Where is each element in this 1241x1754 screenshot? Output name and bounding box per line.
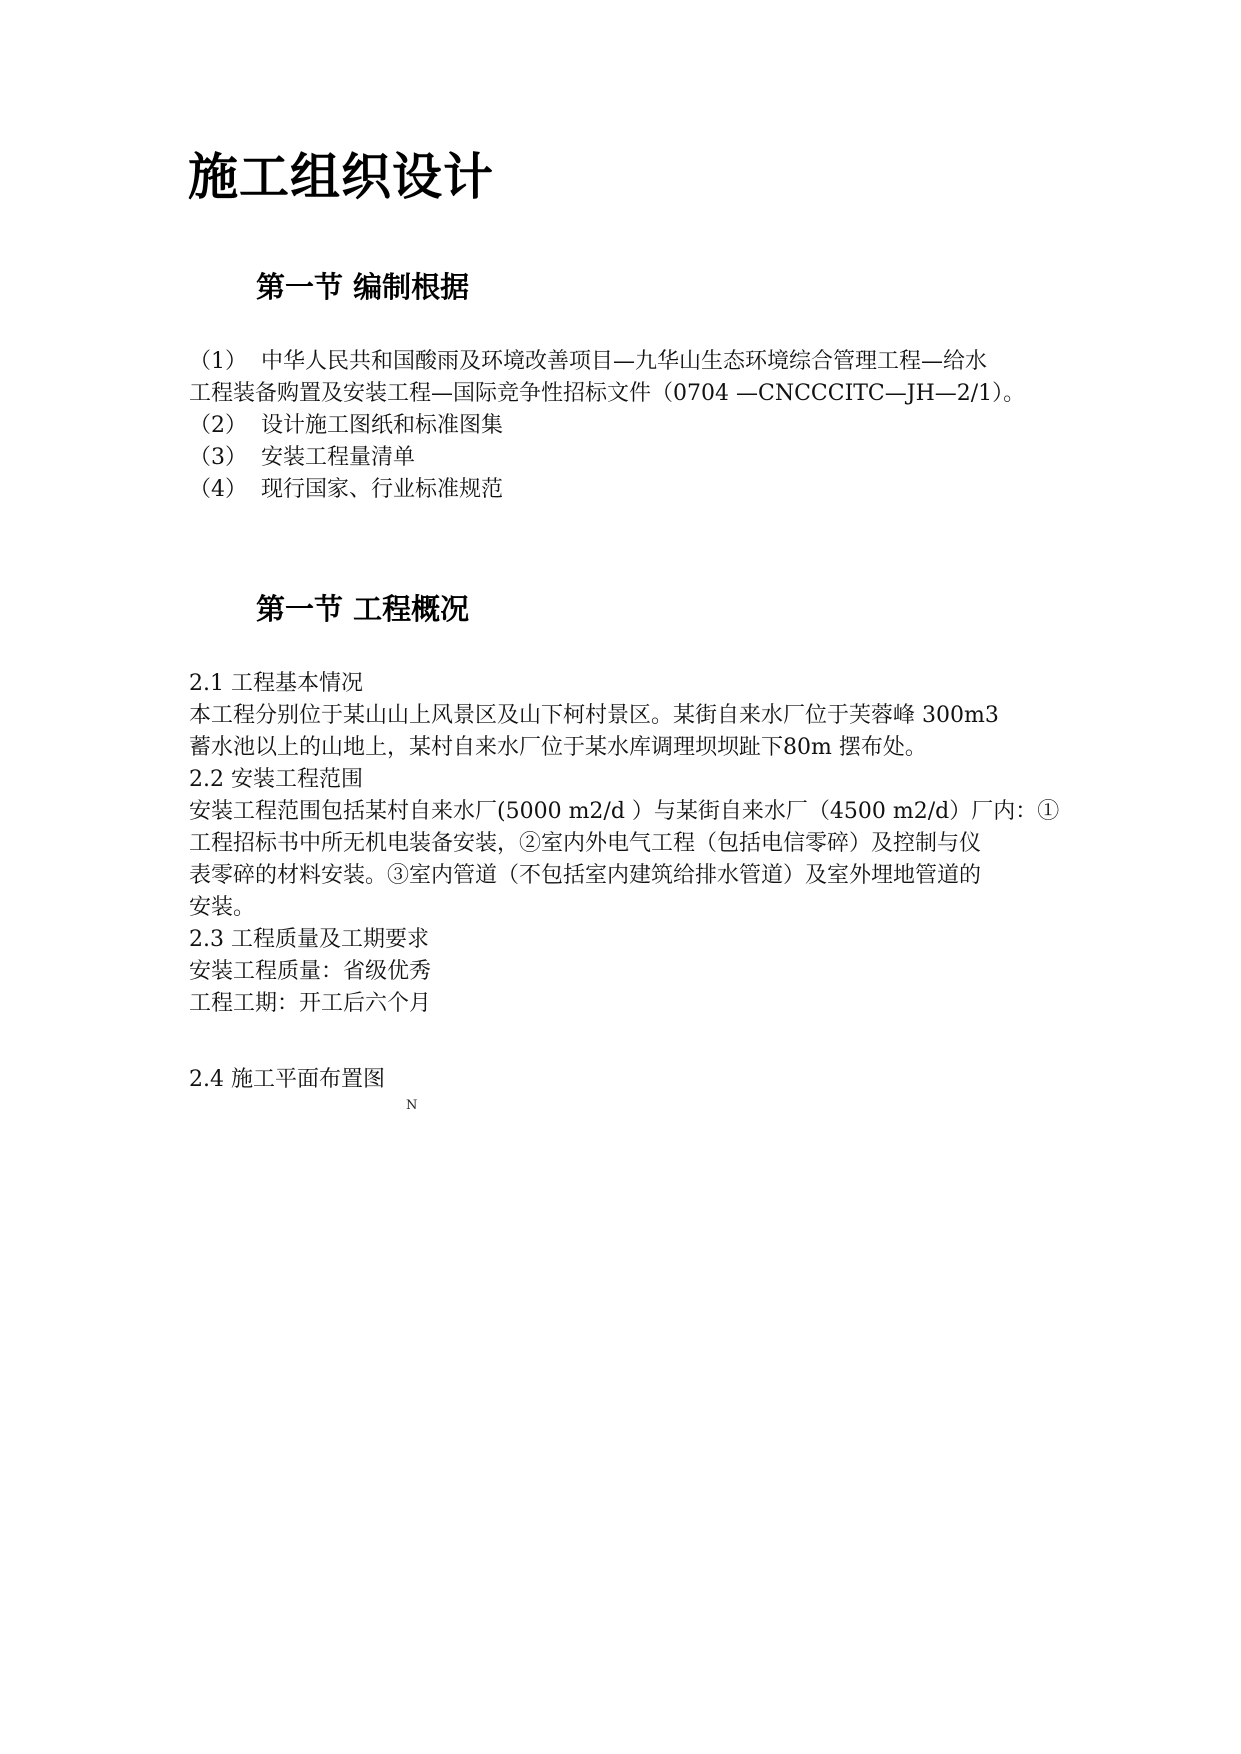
basis-item-3-number: （3）	[189, 445, 247, 470]
basis-item-1-text-line-1: 中华人民共和国酸雨及环境改善项目—九华山生态环境综合管理工程—给水	[261, 349, 988, 374]
subsection-2-1-number: 2.1	[189, 671, 224, 696]
subsection-2-3-title: 工程质量及工期要求	[231, 927, 430, 952]
subsection-2-1-heading	[189, 668, 363, 700]
subsection-2-3-number: 2.3	[189, 927, 224, 952]
subsection-2-3-line-2: 工程工期：开工后六个月	[189, 991, 432, 1016]
basis-item-3	[189, 442, 415, 474]
north-arrow-label: N	[406, 1098, 418, 1113]
subsection-2-2-line-2: 工程招标书中所无机电装备安装，②室内外电气工程（包括电信零碎）及控制与仪	[189, 831, 982, 856]
subsection-2-4-heading	[189, 1064, 385, 1096]
subsection-2-4-title: 施工平面布置图	[231, 1067, 386, 1092]
document-title: 施工组织设计	[188, 148, 494, 206]
basis-item-1	[189, 346, 987, 378]
subsection-2-2-number: 2.2	[189, 767, 224, 792]
basis-item-4-text: 现行国家、行业标准规范	[261, 477, 504, 502]
subsection-2-2-line-1: 安装工程范围包括某村自来水厂(5000 m2/d ）与某街自来水厂（4500 m2/d）厂内：①	[189, 799, 1060, 824]
subsection-2-3-line-1: 安装工程质量：省级优秀	[189, 959, 432, 984]
basis-item-3-text: 安装工程量清单	[261, 445, 416, 470]
subsection-2-1-line-2: 蓄水池以上的山地上，某村自来水厂位于某水库调理坝坝趾下80m 摆布处。	[189, 735, 927, 760]
basis-item-1-number: （1）	[189, 349, 247, 374]
basis-item-1-continuation	[189, 378, 1025, 410]
subsection-2-2-line-3: 表零碎的材料安装。③室内管道（不包括室内建筑给排水管道）及室外埋地管道的	[189, 863, 982, 888]
subsection-2-4-number: 2.4	[189, 1067, 224, 1092]
subsection-2-1-title: 工程基本情况	[231, 671, 364, 696]
basis-item-2	[189, 410, 503, 442]
basis-item-4-number: （4）	[189, 477, 247, 502]
section-heading-basis: 第一节 编制根据	[256, 270, 470, 304]
basis-item-1-text-line-2: 工程装备购置及安装工程—国际竞争性招标文件（0704 —CNCCCITC—JH—2/1）。	[189, 381, 1026, 406]
basis-item-4	[189, 474, 503, 506]
subsection-2-2-line-4: 安装。	[189, 895, 256, 920]
section-heading-overview: 第一节 工程概况	[256, 592, 470, 626]
subsection-2-2-title: 安装工程范围	[231, 767, 364, 792]
basis-item-2-number: （2）	[189, 413, 247, 438]
basis-item-2-text: 设计施工图纸和标准图集	[261, 413, 504, 438]
subsection-2-2-heading	[189, 764, 363, 796]
subsection-2-3-heading	[189, 924, 429, 956]
subsection-2-1-line-1: 本工程分别位于某山山上风景区及山下柯村景区。某街自来水厂位于芙蓉峰 300m3	[189, 703, 999, 728]
